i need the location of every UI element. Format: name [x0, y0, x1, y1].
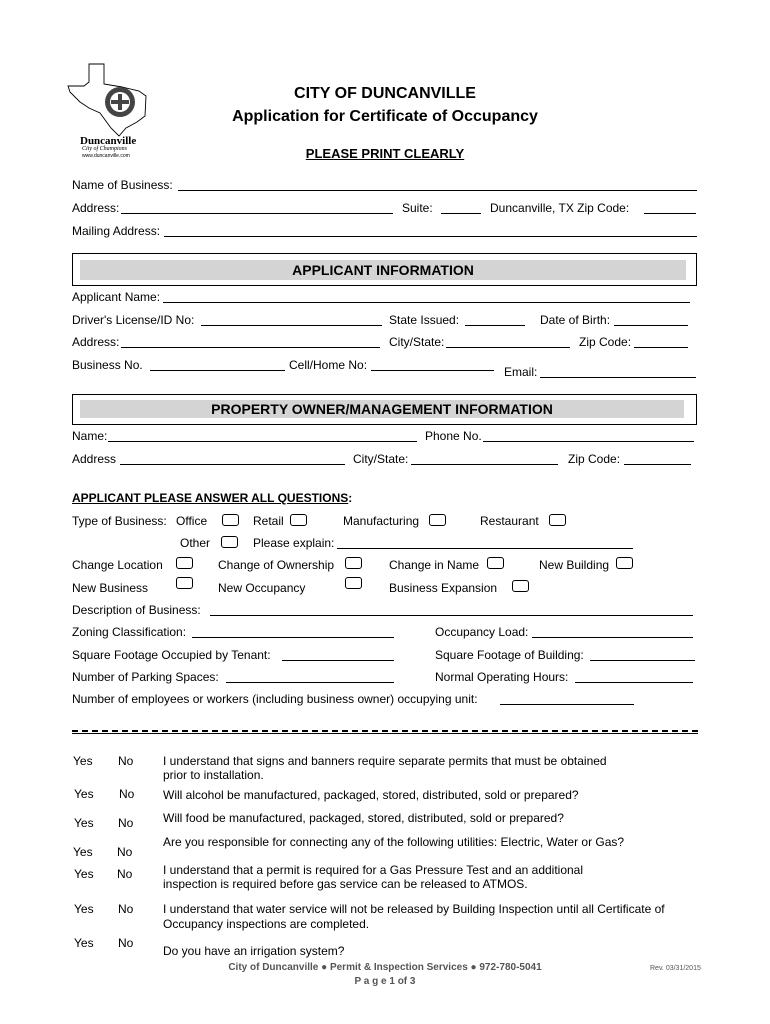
business-no-label: Business No.: [72, 358, 143, 372]
applicant-name-label: Applicant Name:: [72, 290, 161, 304]
retail-label: Retail: [253, 514, 284, 528]
new-occupancy-checkbox[interactable]: [345, 577, 362, 589]
statement-text: I understand that water service will not be released by Building Inspection until all Certificate of: [163, 902, 665, 916]
yes-option[interactable]: Yes: [74, 902, 94, 916]
type-of-business-label: Type of Business:: [72, 514, 167, 528]
zoning-label: Zoning Classification:: [72, 625, 187, 639]
statement-text-cont: inspection is required before gas service can be released to ATMOS.: [163, 877, 528, 891]
yes-option[interactable]: Yes: [74, 867, 94, 881]
sqft-building-field[interactable]: [590, 660, 695, 661]
statement-text: Will food be manufactured, packaged, stored, distributed, sold or prepared?: [163, 811, 564, 825]
new-building-checkbox[interactable]: [616, 557, 633, 569]
parking-label: Number of Parking Spaces:: [72, 670, 219, 684]
retail-checkbox[interactable]: [290, 514, 307, 526]
logo-url: www.duncanville.com: [82, 153, 130, 159]
new-building-label: New Building: [539, 558, 610, 572]
dob-label: Date of Birth:: [540, 313, 611, 327]
applicant-city-state-label: City/State:: [389, 335, 445, 349]
questions-heading-text: APPLICANT PLEASE ANSWER ALL QUESTIONS: [72, 491, 349, 505]
applicant-city-state-field[interactable]: [446, 347, 570, 348]
statement-text: Will alcohol be manufactured, packaged, stored, distributed, sold or prepared?: [163, 788, 579, 802]
no-option[interactable]: No: [119, 787, 135, 801]
hours-label: Normal Operating Hours:: [435, 670, 569, 684]
change-name-label: Change in Name: [389, 558, 480, 572]
sqft-tenant-label: Square Footage Occupied by Tenant:: [72, 648, 271, 662]
footer-page: P a g e 1 of 3: [354, 976, 416, 987]
dob-field[interactable]: [614, 325, 688, 326]
state-issued-label: State Issued:: [389, 313, 460, 327]
change-location-checkbox[interactable]: [176, 557, 193, 569]
yes-option[interactable]: Yes: [73, 845, 93, 859]
email-label: Email:: [504, 365, 538, 379]
owner-phone-label: Phone No.: [425, 429, 482, 443]
yes-option[interactable]: Yes: [74, 787, 94, 801]
applicant-section-heading: APPLICANT INFORMATION: [80, 260, 686, 280]
questions-heading: [72, 491, 352, 505]
please-explain-label: Please explain:: [253, 536, 335, 550]
statement-text: Are you responsible for connecting any of the following utilities: Electric, Water or Gas?: [163, 835, 625, 849]
business-zip-field[interactable]: [644, 213, 696, 214]
no-option[interactable]: No: [118, 902, 134, 916]
employees-field[interactable]: [500, 704, 634, 705]
business-name-field[interactable]: [178, 190, 697, 191]
city-title: CITY OF DUNCANVILLE: [294, 85, 476, 102]
logo-tagline: City of Champions: [82, 146, 128, 152]
restaurant-checkbox[interactable]: [549, 514, 566, 526]
no-option[interactable]: No: [118, 754, 134, 768]
owner-city-state-field[interactable]: [411, 464, 558, 465]
applicant-zip-field[interactable]: [634, 347, 688, 348]
please-explain-field[interactable]: [337, 548, 633, 549]
business-no-field[interactable]: [150, 370, 285, 371]
applicant-address-label: Address:: [72, 335, 120, 349]
suite-label: Suite:: [402, 201, 433, 215]
address-field[interactable]: [121, 213, 393, 214]
zoning-field[interactable]: [192, 637, 394, 638]
mailing-address-field[interactable]: [164, 236, 697, 237]
suite-field[interactable]: [441, 213, 481, 214]
owner-zip-field[interactable]: [624, 464, 691, 465]
hours-field[interactable]: [575, 682, 693, 683]
applicant-zip-label: Zip Code:: [579, 335, 632, 349]
license-field[interactable]: [201, 325, 382, 326]
statement-text: I understand that signs and banners require separate permits that must be obtained: [163, 754, 607, 768]
owner-name-field[interactable]: [108, 441, 417, 442]
description-field[interactable]: [210, 615, 693, 616]
owner-phone-field[interactable]: [483, 441, 694, 442]
owner-address-field[interactable]: [120, 464, 345, 465]
new-business-checkbox[interactable]: [176, 577, 193, 589]
sqft-tenant-field[interactable]: [282, 660, 394, 661]
city-zip-label: Duncanville, TX Zip Code:: [490, 201, 630, 215]
cell-label: Cell/Home No:: [289, 358, 368, 372]
form-title: Application for Certificate of Occupancy: [232, 108, 538, 125]
parking-field[interactable]: [226, 682, 394, 683]
no-option[interactable]: No: [117, 845, 133, 859]
applicant-name-field[interactable]: [163, 302, 690, 303]
manufacturing-checkbox[interactable]: [429, 514, 446, 526]
section-divider-solid: [72, 733, 698, 734]
statement-text: I understand that a permit is required for a Gas Pressure Test and an additional: [163, 863, 584, 877]
office-checkbox[interactable]: [222, 514, 239, 526]
section-divider: [72, 730, 698, 732]
owner-city-state-label: City/State:: [353, 452, 409, 466]
print-instruction: PLEASE PRINT CLEARLY: [305, 146, 465, 161]
sqft-building-label: Square Footage of Building:: [435, 648, 584, 662]
owner-name-label: Name:: [72, 429, 108, 443]
statement-text-cont: Occupancy inspections are completed.: [163, 917, 370, 931]
change-location-label: Change Location: [72, 558, 163, 572]
other-label: Other: [180, 536, 211, 550]
owner-section-heading: PROPERTY OWNER/MANAGEMENT INFORMATION: [80, 400, 684, 418]
state-issued-field[interactable]: [465, 325, 525, 326]
yes-option[interactable]: Yes: [74, 816, 94, 830]
statement-text: Do you have an irrigation system?: [163, 944, 345, 958]
other-checkbox[interactable]: [221, 536, 238, 548]
license-label: Driver's License/ID No:: [72, 313, 195, 327]
employees-label: Number of employees or workers (including business owner) occupying unit:: [72, 692, 478, 706]
email-field[interactable]: [540, 377, 696, 378]
manufacturing-label: Manufacturing: [343, 514, 420, 528]
yes-option[interactable]: Yes: [74, 936, 94, 950]
yes-option[interactable]: Yes: [73, 754, 93, 768]
no-option[interactable]: No: [117, 867, 133, 881]
business-expansion-checkbox[interactable]: [512, 580, 529, 592]
business-name-label: Name of Business:: [72, 178, 173, 192]
business-expansion-label: Business Expansion: [389, 581, 498, 595]
occupancy-load-label: Occupancy Load:: [435, 625, 529, 639]
occupancy-load-field[interactable]: [532, 637, 693, 638]
applicant-address-field[interactable]: [121, 347, 380, 348]
questions-heading-colon: :: [348, 491, 353, 505]
office-label: Office: [176, 514, 208, 528]
new-business-label: New Business: [72, 581, 149, 595]
restaurant-label: Restaurant: [480, 514, 539, 528]
change-ownership-checkbox[interactable]: [345, 557, 362, 569]
statement-text-cont: prior to installation.: [163, 768, 264, 782]
owner-zip-label: Zip Code:: [568, 452, 621, 466]
change-name-checkbox[interactable]: [487, 557, 504, 569]
no-option[interactable]: No: [118, 816, 134, 830]
mailing-address-label: Mailing Address:: [72, 224, 161, 238]
address-label: Address:: [72, 201, 120, 215]
description-label: Description of Business:: [72, 603, 201, 617]
cell-field[interactable]: [371, 370, 494, 371]
change-ownership-label: Change of Ownership: [218, 558, 335, 572]
logo-name: Duncanville: [80, 135, 137, 147]
no-option[interactable]: No: [118, 936, 134, 950]
footer-org: City of Duncanville ● Permit & Inspection Services ● 972-780-5041: [228, 962, 542, 973]
footer-rev: Rev. 03/31/2015: [650, 965, 701, 972]
owner-address-label: Address: [72, 452, 117, 466]
new-occupancy-label: New Occupancy: [218, 581, 306, 595]
